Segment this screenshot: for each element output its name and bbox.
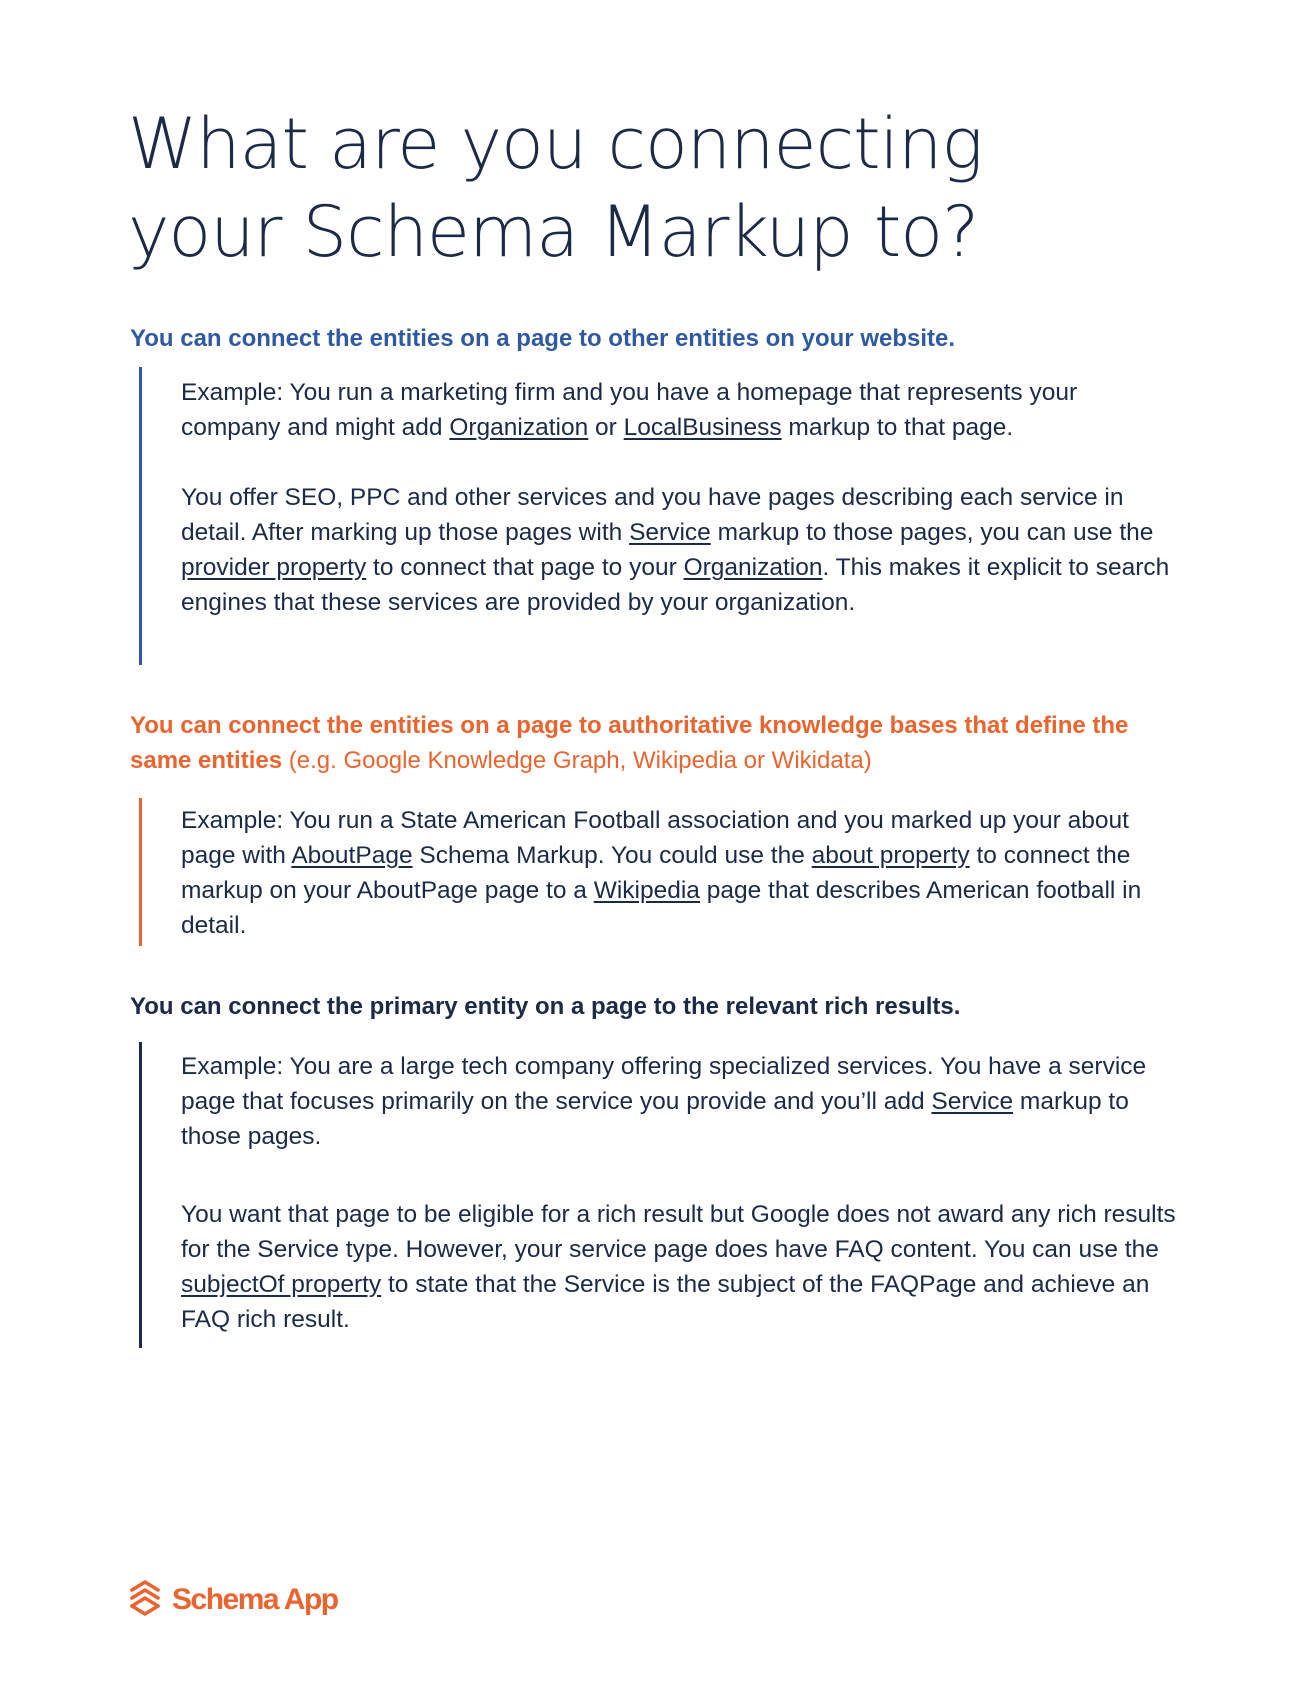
text: markup to that page. bbox=[781, 414, 1014, 441]
text: Example: You are a large tech company offering specialized services. You have a service page that focuses primarily on the service you provide and you’ll add bbox=[181, 1053, 1147, 1115]
example-paragraph bbox=[181, 803, 1181, 943]
page-title-line-2: your Schema Markup to? bbox=[128, 191, 979, 273]
example-block-knowledge-bases bbox=[139, 798, 1159, 946]
page-title-line-1: What are you connecting bbox=[128, 103, 983, 185]
heading-suffix: (e.g. Google Knowledge Graph, Wikipedia or Wikidata) bbox=[282, 747, 872, 774]
service-link[interactable]: Service bbox=[931, 1088, 1014, 1115]
text: to connect the markup on your AboutPage page to a bbox=[181, 842, 1131, 904]
schema-app-logo bbox=[128, 1578, 338, 1622]
text: to state that the Service is the subject of the FAQPage and achieve an FAQ rich result. bbox=[181, 1271, 1150, 1333]
subjectof-property-link[interactable]: subjectOf property bbox=[181, 1271, 382, 1298]
chevron-stack-icon bbox=[128, 1578, 162, 1623]
text: or bbox=[588, 414, 624, 441]
organization-link[interactable]: Organization bbox=[449, 414, 589, 441]
text: You offer SEO, PPC and other services and you have pages describing each service in detail. After marking up those pages with bbox=[181, 484, 1124, 546]
section-heading-website-entities: You can connect the entities on a page to other entities on your website. bbox=[130, 325, 956, 352]
example-paragraph bbox=[181, 1197, 1181, 1337]
example-block-website-entities bbox=[139, 367, 1170, 665]
localbusiness-link[interactable]: LocalBusiness bbox=[623, 414, 782, 441]
heading-bold: You can connect the entities on a page to authoritative knowledge bases that define the same entities bbox=[130, 712, 1129, 774]
organization-link[interactable]: Organization bbox=[683, 554, 823, 581]
page-title bbox=[128, 100, 1188, 276]
text: to connect that page to your bbox=[366, 554, 684, 581]
text: Schema Markup. You could use the bbox=[412, 842, 812, 869]
example-paragraph bbox=[181, 480, 1181, 620]
text: Example: You run a marketing firm and you have a homepage that represents your company and might add bbox=[181, 379, 1078, 441]
section-heading-knowledge-bases bbox=[130, 708, 1190, 778]
about-property-link[interactable]: about property bbox=[811, 842, 970, 869]
text: markup to those pages. bbox=[181, 1088, 1129, 1150]
text: page that describes American football in detail. bbox=[181, 877, 1142, 939]
example-paragraph bbox=[181, 375, 1181, 445]
provider-property-link[interactable]: provider property bbox=[181, 554, 367, 581]
text: markup to those pages, you can use the bbox=[710, 519, 1154, 546]
wikipedia-link[interactable]: Wikipedia bbox=[593, 877, 700, 904]
text: . This makes it explicit to search engines that these services are provided by your organization. bbox=[181, 554, 1170, 616]
logo-wordmark: Schema App bbox=[172, 1583, 338, 1616]
example-paragraph bbox=[181, 1049, 1181, 1154]
text: Example: You run a State American Football association and you marked up your about page with bbox=[181, 807, 1129, 869]
section-heading-rich-results: You can connect the primary entity on a page to the relevant rich results. bbox=[130, 993, 961, 1020]
example-block-rich-results bbox=[139, 1042, 1176, 1348]
text: You want that page to be eligible for a rich result but Google does not award any rich results for the Service type. However, your service page does have FAQ content. You can use the bbox=[181, 1201, 1176, 1263]
service-link[interactable]: Service bbox=[629, 519, 711, 546]
aboutpage-link[interactable]: AboutPage bbox=[291, 842, 413, 869]
